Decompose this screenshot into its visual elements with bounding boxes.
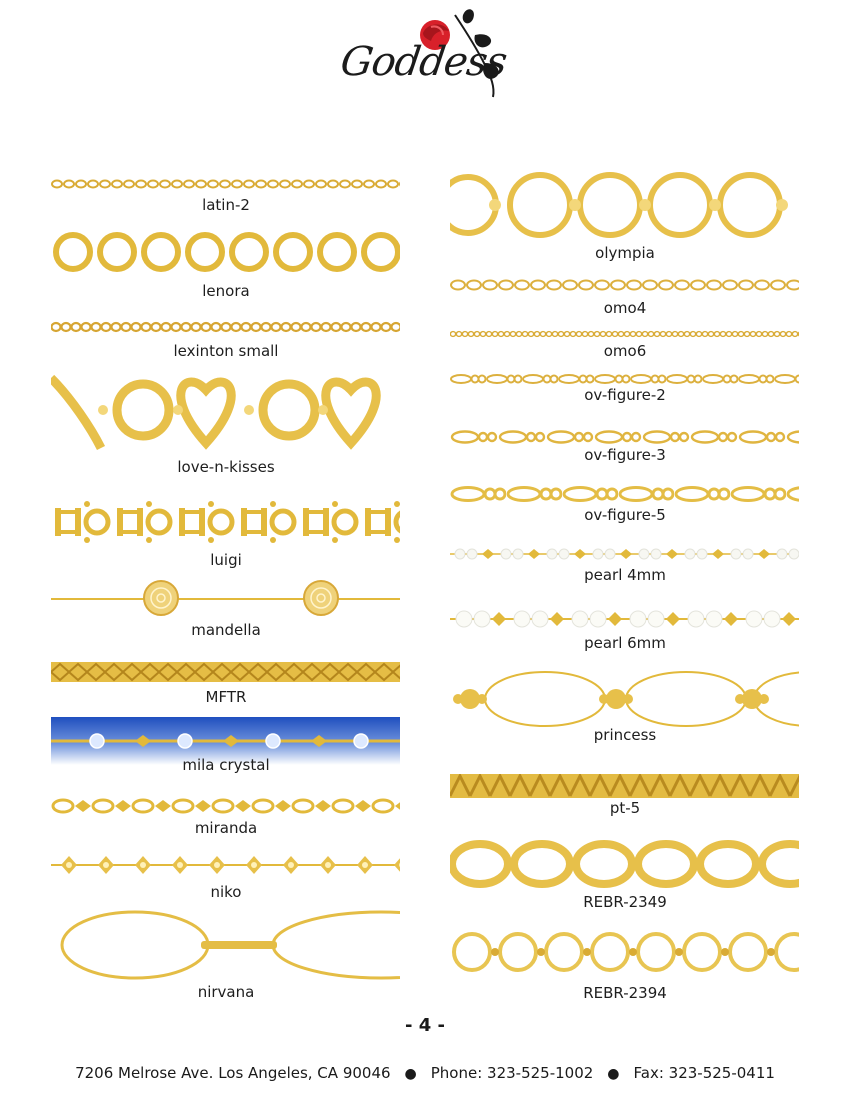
chain-image — [450, 278, 799, 292]
footer-fax: Fax: 323-525-0411 — [633, 1064, 775, 1082]
product-label: olympia — [595, 244, 655, 262]
product-label: latin-2 — [202, 196, 250, 214]
chain-image — [51, 500, 400, 544]
goddess-logo — [335, 5, 520, 110]
footer-contact — [0, 1064, 850, 1082]
chain-image — [51, 578, 400, 618]
product-label: nirvana — [197, 983, 255, 1001]
product-label: MFTR — [205, 688, 247, 706]
product-label: luigi — [210, 551, 242, 569]
product-label: REBR-2349 — [583, 893, 667, 911]
product-label: love-n-kisses — [177, 458, 275, 476]
product-label: miranda — [194, 819, 258, 837]
chain-image — [51, 228, 400, 276]
chain-image — [450, 172, 799, 238]
product-label: omo6 — [603, 342, 647, 360]
product-label: pt-5 — [609, 799, 641, 817]
bullet-separator: ● — [404, 1066, 417, 1082]
chain-image — [51, 854, 400, 876]
chain-image — [450, 484, 799, 504]
product-label: pearl 4mm — [584, 566, 666, 584]
bullet-separator: ● — [607, 1066, 620, 1082]
chain-image — [51, 662, 400, 682]
logo-wordmark: Goddess — [337, 39, 510, 85]
chain-image — [51, 178, 400, 190]
chain-image — [51, 320, 400, 334]
page-number: - 4 - — [405, 1015, 445, 1036]
chain-image — [51, 906, 400, 980]
chain-image — [450, 670, 799, 728]
chain-image — [51, 368, 400, 452]
chain-image — [450, 838, 799, 890]
footer-address: 7206 Melrose Ave. Los Angeles, CA 90046 — [75, 1064, 391, 1082]
product-label: niko — [210, 883, 242, 901]
product-label: REBR-2394 — [583, 984, 667, 1002]
chain-image — [51, 796, 400, 816]
product-label: pearl 6mm — [584, 634, 666, 652]
chain-image — [450, 604, 799, 634]
chain-image — [450, 372, 799, 386]
product-label: ov-figure-2 — [584, 386, 666, 404]
product-label: omo4 — [603, 299, 647, 317]
chain-image — [450, 545, 799, 563]
chain-image — [450, 330, 799, 338]
chain-image — [450, 428, 799, 446]
chain-image — [450, 774, 799, 798]
product-label: mandella — [191, 621, 261, 639]
product-label: mila crystal — [182, 756, 270, 774]
product-label: ov-figure-3 — [584, 446, 666, 464]
product-label: ov-figure-5 — [584, 506, 666, 524]
product-label: lenora — [202, 282, 250, 300]
product-label: princess — [593, 726, 657, 744]
footer-phone: Phone: 323-525-1002 — [430, 1064, 594, 1082]
product-label: lexinton small — [173, 342, 279, 360]
chain-image — [450, 930, 799, 974]
